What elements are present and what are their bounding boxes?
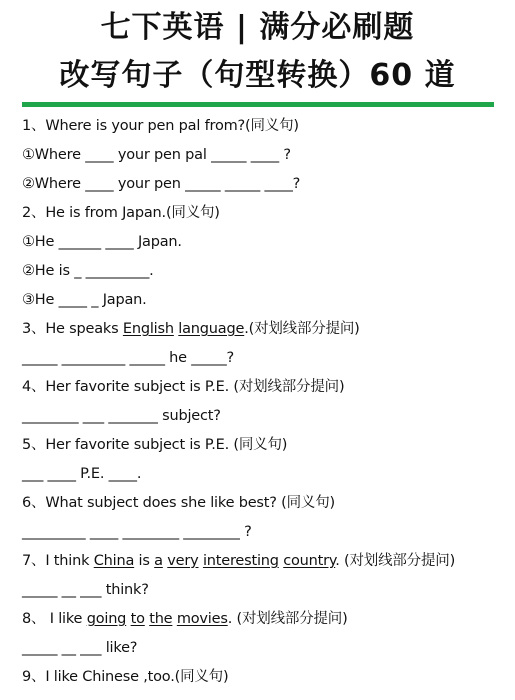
line-text: . (对划线部分提问)	[227, 611, 348, 627]
page-subtitle: 改写句子（句型转换）60 道	[59, 58, 456, 93]
underlined-text: going	[86, 611, 127, 627]
page-title: 七下英语 | 满分必刷题	[100, 10, 415, 45]
line-text: 9、I like Chinese ,too.(同义句)	[22, 669, 229, 685]
line-text: 7、I think	[22, 553, 94, 569]
line-text: 1、Where is your pen pal from?(同义句)	[22, 118, 299, 134]
exercise-line	[22, 170, 502, 199]
exercise-line	[22, 286, 502, 315]
line-text: . (对划线部分提问)	[335, 553, 456, 569]
line-text: ①Where ____ your pen pal _____ ____ ?	[22, 147, 291, 163]
line-text: 8、 I like	[22, 611, 87, 627]
line-text: ________ ___ _______ subject?	[22, 408, 221, 424]
divider	[22, 102, 494, 107]
exercise-line	[22, 547, 502, 576]
line-text: 4、Her favorite subject is P.E. (对划线部分提问)	[22, 379, 345, 395]
exercise-line	[22, 460, 502, 489]
underlined-text: English	[122, 321, 174, 337]
exercise-line	[22, 257, 502, 286]
exercise-line	[22, 605, 502, 634]
underlined-text: country	[283, 553, 336, 569]
underlined-text: the	[149, 611, 173, 627]
underlined-text: very	[167, 553, 199, 569]
line-text: ___ ____ P.E. ____.	[22, 466, 142, 482]
underlined-text: language	[178, 321, 245, 337]
exercise-line	[22, 489, 502, 518]
line-text: _____ __ ___ think?	[22, 582, 149, 598]
exercise-line	[22, 431, 502, 460]
exercise-line	[22, 141, 502, 170]
exercise-line	[22, 199, 502, 228]
line-text: ②He is _ _________.	[22, 263, 154, 279]
exercise-line	[22, 663, 502, 692]
line-text: 3、He speaks	[22, 321, 123, 337]
line-text: 2、He is from Japan.(同义句)	[22, 205, 220, 221]
line-text: ②Where ____ your pen _____ _____ ____?	[22, 176, 301, 192]
exercise-line	[22, 373, 502, 402]
exercise-line	[22, 576, 502, 605]
exercise-line	[22, 228, 502, 257]
exercise-line	[22, 344, 502, 373]
line-text: 6、What subject does she like best? (同义句)	[22, 495, 335, 511]
line-text: 5、Her favorite subject is P.E. (同义句)	[22, 437, 288, 453]
exercise-line	[22, 518, 502, 547]
line-text: _____ _________ _____ he _____?	[22, 350, 235, 366]
exercise-line	[22, 634, 502, 663]
line-text: _____ __ ___ like?	[22, 640, 138, 656]
line-text: .(对划线部分提问)	[244, 321, 360, 337]
underlined-text: a	[154, 553, 163, 569]
line-text: is	[134, 553, 155, 569]
underlined-text: movies	[176, 611, 228, 627]
exercise-list	[22, 112, 502, 692]
line-text: ①He ______ ____ Japan.	[22, 234, 182, 250]
exercise-line	[22, 315, 502, 344]
exercise-line	[22, 112, 502, 141]
line-text: ③He ____ _ Japan.	[22, 292, 147, 308]
header	[0, 0, 515, 98]
underlined-text: to	[130, 611, 145, 627]
underlined-text: interesting	[202, 553, 279, 569]
exercise-line	[22, 402, 502, 431]
underlined-text: China	[93, 553, 135, 569]
line-text: _________ ____ ________ ________ ?	[22, 524, 252, 540]
